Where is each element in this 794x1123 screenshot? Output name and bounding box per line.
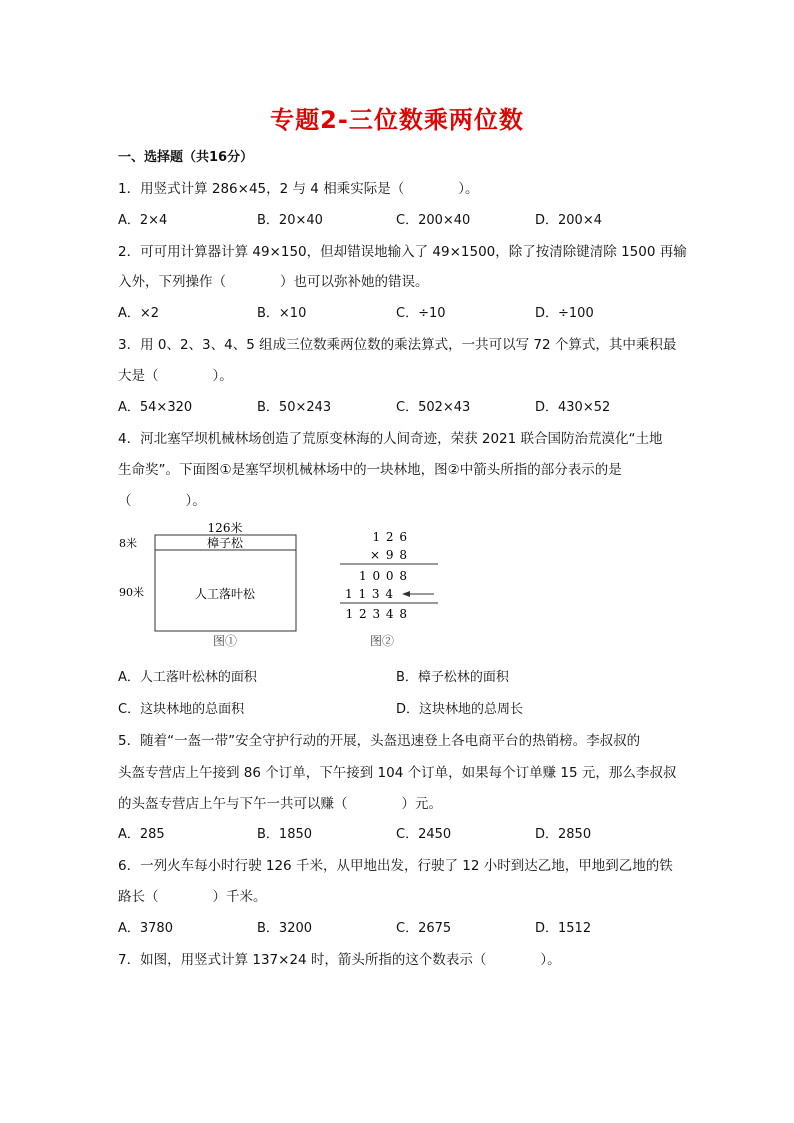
question-6-stem-line1: 6．一列火车每小时行驶 126 千米，从甲地出发，行驶了 12 小时到达乙地，甲地到乙地的铁 bbox=[118, 858, 673, 874]
q1-option-d: D．200×4 bbox=[535, 213, 602, 228]
fig2-product: 1 2 3 4 8 bbox=[345, 607, 408, 621]
question-2-stem-line1: 2．可可用计算器计算 49×150，但却错误地输入了 49×1500，除了按清除键清除 1500 再输 bbox=[118, 244, 687, 260]
fig2-multiplicand: 1 2 6 bbox=[372, 530, 408, 544]
q4-option-a: A．人工落叶松林的面积 bbox=[118, 670, 257, 685]
question-7-stem: 7．如图，用竖式计算 137×24 时，箭头所指的这个数表示（ ）。 bbox=[118, 952, 561, 968]
q5-option-c: C．2450 bbox=[396, 827, 452, 842]
q2-option-d: D．÷100 bbox=[535, 306, 594, 321]
fig2-partial-product-1: 1 0 0 8 bbox=[359, 569, 408, 583]
question-4-stem-line3: （ ）。 bbox=[118, 493, 206, 509]
q6-option-b: B．3200 bbox=[257, 921, 313, 936]
fig2-arrow-icon bbox=[402, 591, 410, 597]
q4-option-c: C．这块林地的总面积 bbox=[118, 702, 245, 717]
q4-option-b: B．樟子松林的面积 bbox=[396, 670, 509, 685]
question-4-figure-svg bbox=[118, 518, 438, 658]
fig1-body-label: 人工落叶松 bbox=[194, 587, 256, 601]
q5-option-a: A．285 bbox=[118, 827, 165, 842]
fig2-multiplier: × 9 8 bbox=[370, 548, 408, 562]
q1-option-c: C．200×40 bbox=[396, 213, 471, 228]
q5-option-d: D．2850 bbox=[535, 827, 592, 842]
question-3-stem-line2: 大是（ ）。 bbox=[118, 368, 233, 384]
q3-option-a: A．54×320 bbox=[118, 400, 193, 415]
q2-option-c: C．÷10 bbox=[396, 306, 446, 321]
question-5-stem-line2: 头盔专营店上午接到 86 个订单，下午接到 104 个订单，如果每个订单赚 15 元，那么李叔叔 bbox=[118, 765, 677, 781]
q3-option-b: B．50×243 bbox=[257, 400, 332, 415]
fig1-body-height-label: 90米 bbox=[119, 586, 144, 599]
question-6-stem-line2: 路长（ ）千米。 bbox=[118, 889, 267, 905]
section-heading: 一、选择题（共16分） bbox=[118, 150, 254, 165]
question-4-stem-line1: 4．河北塞罕坝机械林场创造了荒原变林海的人间奇迹，荣获 2021 联合国防治荒漠化“土地 bbox=[118, 431, 663, 447]
question-4-figures bbox=[118, 518, 438, 658]
q1-option-a: A．2×4 bbox=[118, 213, 168, 228]
q2-option-a: A．×2 bbox=[118, 306, 160, 321]
fig1-strip-height-label: 8米 bbox=[119, 537, 137, 550]
question-1-stem: 1．用竖式计算 286×45，2 与 4 相乘实际是（ ）。 bbox=[118, 181, 479, 197]
question-5-stem-line3: 的头盔专营店上午与下午一共可以赚（ ）元。 bbox=[118, 796, 442, 812]
q1-option-b: B．20×40 bbox=[257, 213, 323, 228]
fig1-width-label: 126米 bbox=[207, 521, 243, 535]
q5-option-b: B．1850 bbox=[257, 827, 313, 842]
q6-option-c: C．2675 bbox=[396, 921, 452, 936]
question-3-stem-line1: 3．用 0、2、3、4、5 组成三位数乘两位数的乘法算式，一共可以写 72 个算式，其中乘积最 bbox=[118, 337, 677, 353]
q3-option-d: D．430×52 bbox=[535, 400, 611, 415]
q4-option-d: D．这块林地的总周长 bbox=[396, 702, 524, 717]
fig1-caption: 图① bbox=[212, 634, 238, 648]
q3-option-c: C．502×43 bbox=[396, 400, 471, 415]
question-4-stem-line2: 生命奖”。下面图①是塞罕坝机械林场中的一块林地，图②中箭头所指的部分表示的是 bbox=[118, 462, 622, 478]
fig2-caption: 图② bbox=[369, 634, 395, 648]
question-5-stem-line1: 5．随着“一盔一带”安全守护行动的开展，头盔迅速登上各电商平台的热销榜。李叔叔的 bbox=[118, 733, 641, 749]
q2-option-b: B．×10 bbox=[257, 306, 307, 321]
q6-option-d: D．1512 bbox=[535, 921, 592, 936]
fig2-partial-product-2: 1 1 3 4 bbox=[345, 587, 394, 601]
q6-option-a: A．3780 bbox=[118, 921, 173, 936]
page-title: 专题2-三位数乘两位数 bbox=[270, 106, 524, 134]
question-2-stem-line2: 入外，下列操作（ ）也可以弥补她的错误。 bbox=[118, 274, 429, 290]
fig1-strip-label: 樟子松 bbox=[206, 536, 244, 550]
